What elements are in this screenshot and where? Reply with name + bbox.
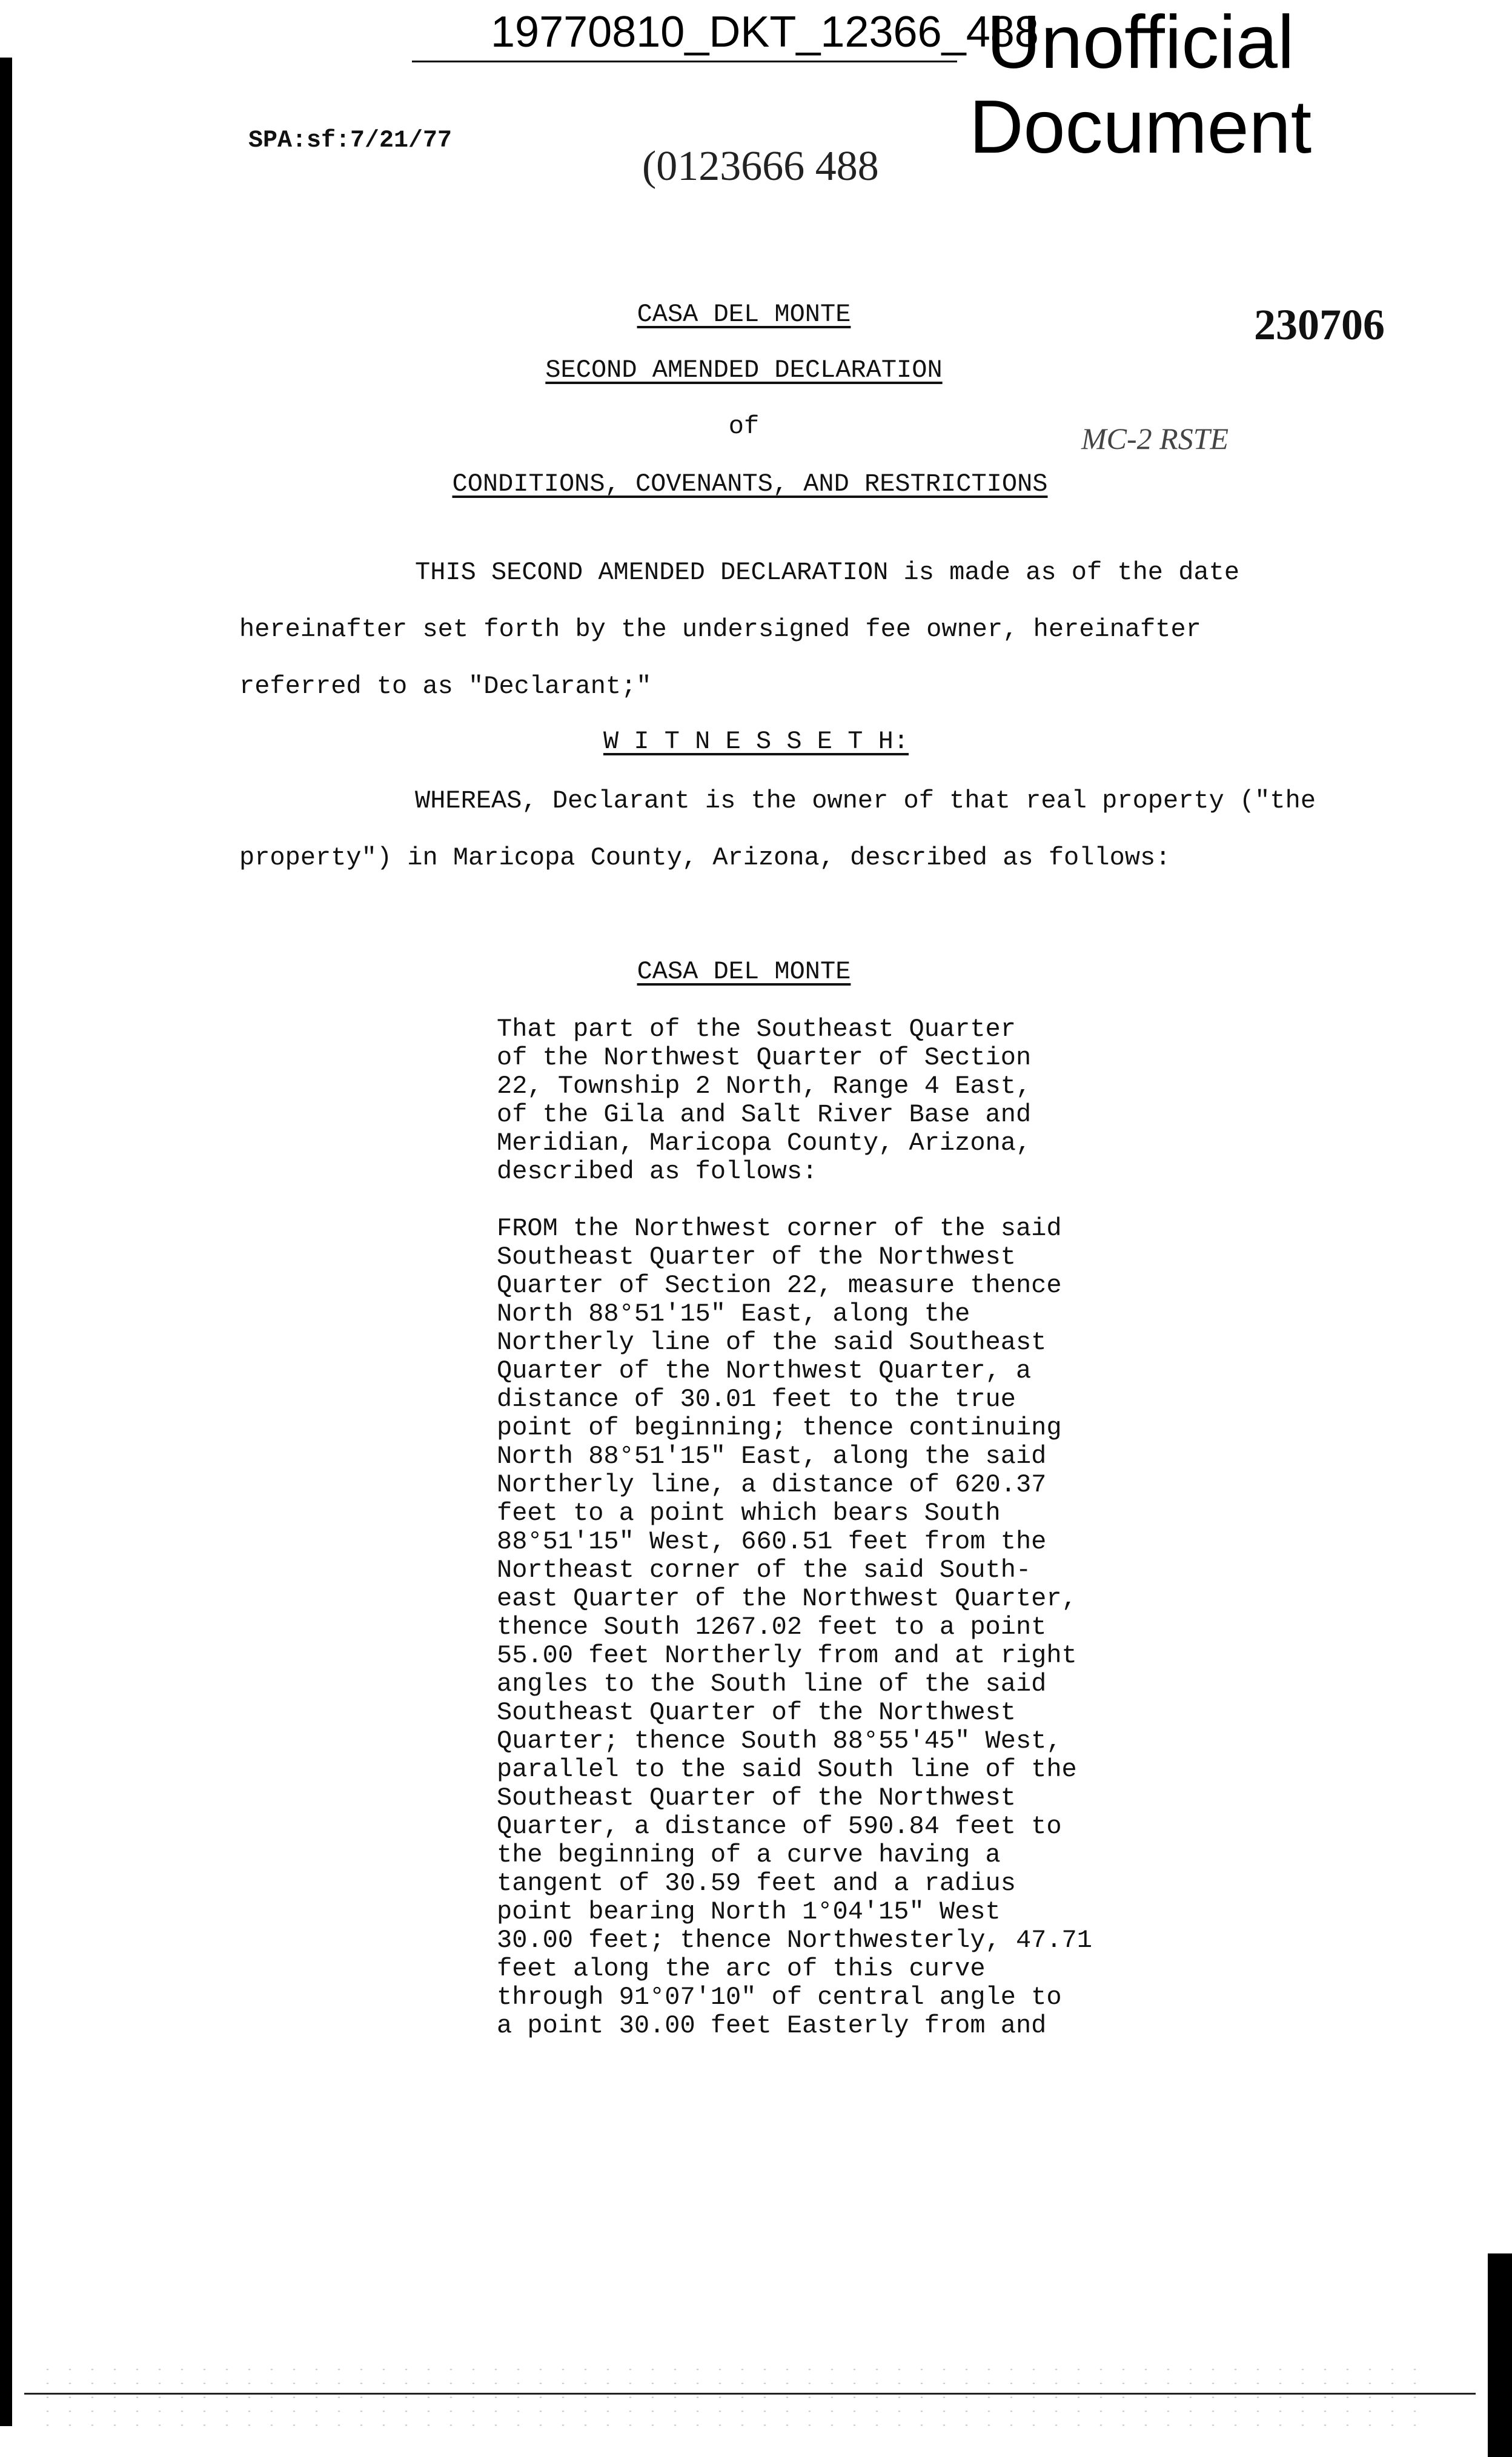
document-file-id: 19770810_DKT_12366_488 [491,8,1039,56]
recorder-number: (0123666 488 [642,143,879,190]
witnesseth-heading: W I T N E S S E T H: [603,727,909,756]
legal-description-intro: That part of the Southeast Quarter of the Northwest Quarter of Section 22, Township 2 North, Range 4 East, of the Gila and Salt River Base and Meridian, Maricopa County, Arizona, described as follows: [497,1015,1032,1186]
title-second-amended: SECOND AMENDED DECLARATION [545,356,943,385]
title-casa-del-monte: CASA DEL MONTE [637,300,851,329]
spa-code: SPA:sf:7/21/77 [248,127,453,154]
scan-edge-right [1488,2253,1512,2457]
scan-noise [36,2362,1430,2435]
docket-number: 230706 [1254,300,1385,349]
legal-description-metes-bounds: FROM the Northwest corner of the said Southeast Quarter of the Northwest Quarter of Section 22, measure thence North 88°51'15" East, along the Northerly line of the said Southeast Quarter of the Northwest Quarter, a distance of 30.01 feet to the true point of beginning; thence continuing North 88°51'15" East, along the said Northerly line, a distance of 620.37 feet to a point which bears South 88°51'15" West, 660.51 feet from the Northeast corner of the said South- east Quarter of the Northwest Quarter, thence South 1267.02 feet to a point 55.00 feet Northerly from and at right angles to the South line of the said Southeast Quarter of the Northwest Quarter; thence South 88°55'45" West, parallel to the said South line of the Southeast Quarter of the Northwest Quarter, a distance of 590.84 feet to the beginning of a curve having a tangent of 30.59 feet and a radius point bearing North 1°04'15" West 30.00 feet; thence Northwesterly, 47.71 feet along the arc of this curve through 91°07'10" of central angle to a point 30.00 feet Easterly from and [497,1214,1092,2040]
unofficial-watermark [969,0,1311,170]
file-id-underline [412,61,957,62]
property-subheading: CASA DEL MONTE [637,957,851,986]
title-conditions: CONDITIONS, COVENANTS, AND RESTRICTIONS [452,469,1048,499]
whereas-paragraph: WHEREAS, Declarant is the owner of that real property ("the property") in Maricopa County, Arizona, described as follows: [239,786,1316,872]
intro-paragraph: THIS SECOND AMENDED DECLARATION is made as of the date hereinafter set forth by the undersigned fee owner, hereinafter referred to as "Declarant;" [239,558,1240,701]
recorder-stamp: MC-2 RSTE [1081,422,1229,456]
watermark-text: Unofficial Document [969,1,1312,169]
title-of: of [728,412,760,441]
